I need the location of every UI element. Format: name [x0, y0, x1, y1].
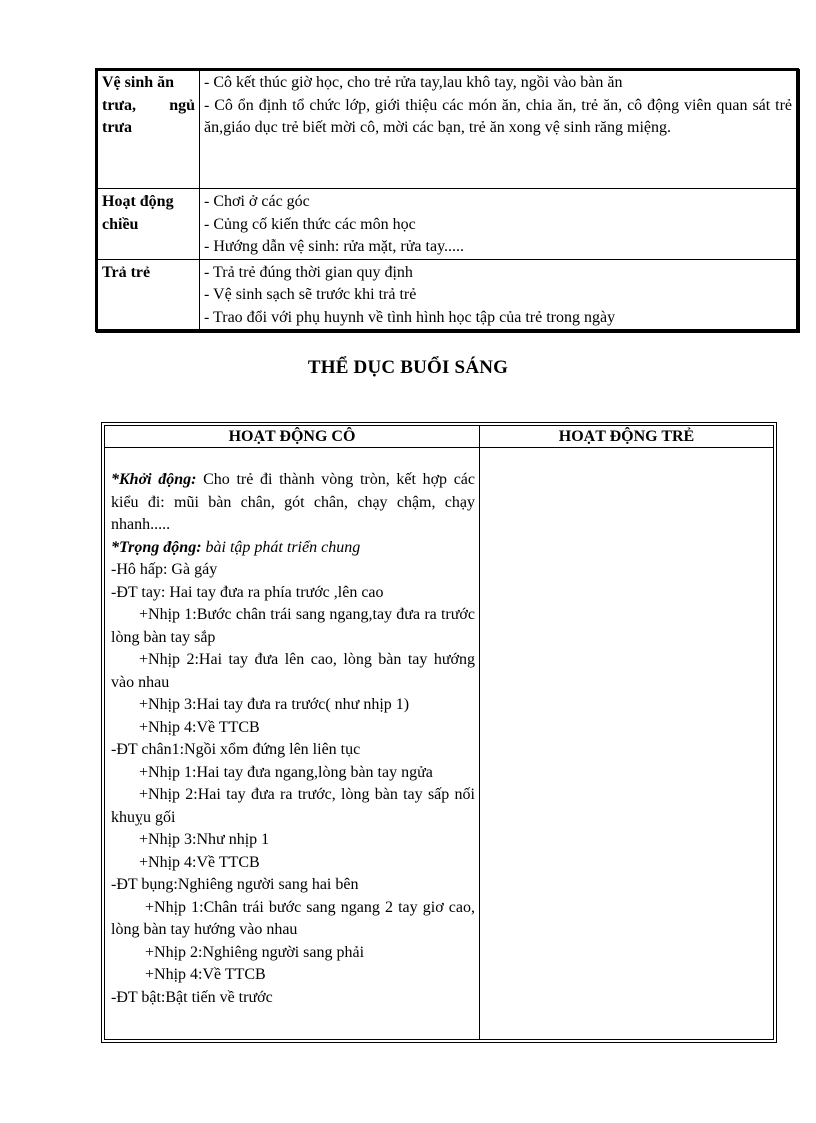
main-exercise-label: *Trọng động:: [111, 538, 202, 556]
main-exercise-text: bài tập phát triển chung: [201, 538, 361, 556]
schedule-heading-afternoon: Hoạt động chiều: [98, 189, 200, 260]
column-header-teacher: HOẠT ĐỘNG CÔ: [105, 426, 480, 448]
warmup-label: *Khởi động:: [111, 471, 197, 488]
exercise-line: +Nhịp 1:Bước chân trái sang ngang,tay đưa ra trước lòng bàn tay sắp: [111, 606, 475, 646]
teacher-activity-cell: [105, 448, 480, 1040]
schedule-content-afternoon: - Chơi ở các góc - Củng cố kiến thức các môn học - Hướng dẫn vệ sinh: rửa mặt, rửa tay.....: [200, 189, 797, 260]
schedule-heading-pickup: Trả trẻ: [98, 259, 200, 330]
schedule-content-pickup: - Trả trẻ đúng thời gian quy định - Vệ sinh sạch sẽ trước khi trả trẻ - Trao đổi với phụ huynh về tình hình học tập của trẻ trong ngày: [200, 259, 797, 330]
schedule-row-lunch-nap: [98, 71, 797, 189]
exercise-line: +Nhịp 4:Về TTCB: [139, 853, 260, 871]
exercise-line: +Nhịp 1:Chân trái bước sang ngang 2 tay giơ cao, lòng bàn tay hướng vào nhau: [111, 898, 475, 938]
exercise-line: -ĐT chân1:Ngồi xổm đứng lên liên tục: [111, 741, 361, 758]
exercise-line: +Nhịp 2:Hai tay đưa ra trước, lòng bàn tay sấp nối khuỵu gối: [111, 786, 475, 826]
warmup-text: Cho trẻ đi thành vòng tròn, kết hợp các kiểu đi: mũi bàn chân, gót chân, chạy chậm, chạy nhanh.....: [111, 471, 476, 533]
exercise-line: +Nhịp 3:Hai tay đưa ra trước( như nhịp 1): [139, 696, 410, 713]
warmup-paragraph: [111, 469, 475, 537]
exercise-line: -ĐT bụng:Nghiêng người sang hai bên: [111, 876, 359, 893]
exercise-line: +Nhịp 3:Như nhịp 1: [139, 831, 270, 848]
activity-header-row: [105, 426, 774, 448]
schedule-row-afternoon: [98, 189, 797, 260]
exercise-line: +Nhịp 1:Hai tay đưa ngang,lòng bàn tay ngửa: [139, 763, 433, 781]
exercise-line: +Nhịp 4:Về TTCB: [139, 718, 260, 736]
activity-body-row: [105, 448, 774, 1040]
children-activity-cell: [480, 448, 774, 1040]
schedule-row-pickup: [98, 259, 797, 330]
schedule-heading-lunch-nap: Vệ sinh ăn trưa, ngủ trưa: [98, 71, 200, 189]
daily-schedule-table: [95, 68, 799, 332]
schedule-content-lunch-nap: - Cô kết thúc giờ học, cho trẻ rửa tay,lau khô tay, ngồi vào bàn ăn - Cô ổn định tổ chức lớp, giới thiệu các món ăn, chia ăn, trẻ ăn, cô động viên quan sát trẻ ăn,giáo dục trẻ biết mời cô, mời các bạn, trẻ ăn xong vệ sinh răng miệng.: [200, 71, 797, 189]
exercise-line: +Nhịp 2:Hai tay đưa lên cao, lòng bàn tay hướng vào nhau: [111, 651, 475, 691]
morning-exercise-table: [101, 422, 777, 1043]
exercise-line: -ĐT tay: Hai tay đưa ra phía trước ,lên cao: [111, 583, 384, 601]
exercise-line: -Hô hấp: Gà gáy: [111, 561, 218, 578]
exercise-line: +Nhịp 4:Về TTCB: [145, 966, 266, 983]
exercise-line: -ĐT bật:Bật tiến về trước: [111, 988, 273, 1006]
column-header-children: HOẠT ĐỘNG TRẺ: [480, 426, 774, 448]
section-title: THỂ DỤC BUỔI SÁNG: [307, 357, 509, 378]
exercise-line: +Nhịp 2:Nghiêng người sang phải: [145, 943, 365, 961]
main-exercise-paragraph: [111, 537, 475, 560]
